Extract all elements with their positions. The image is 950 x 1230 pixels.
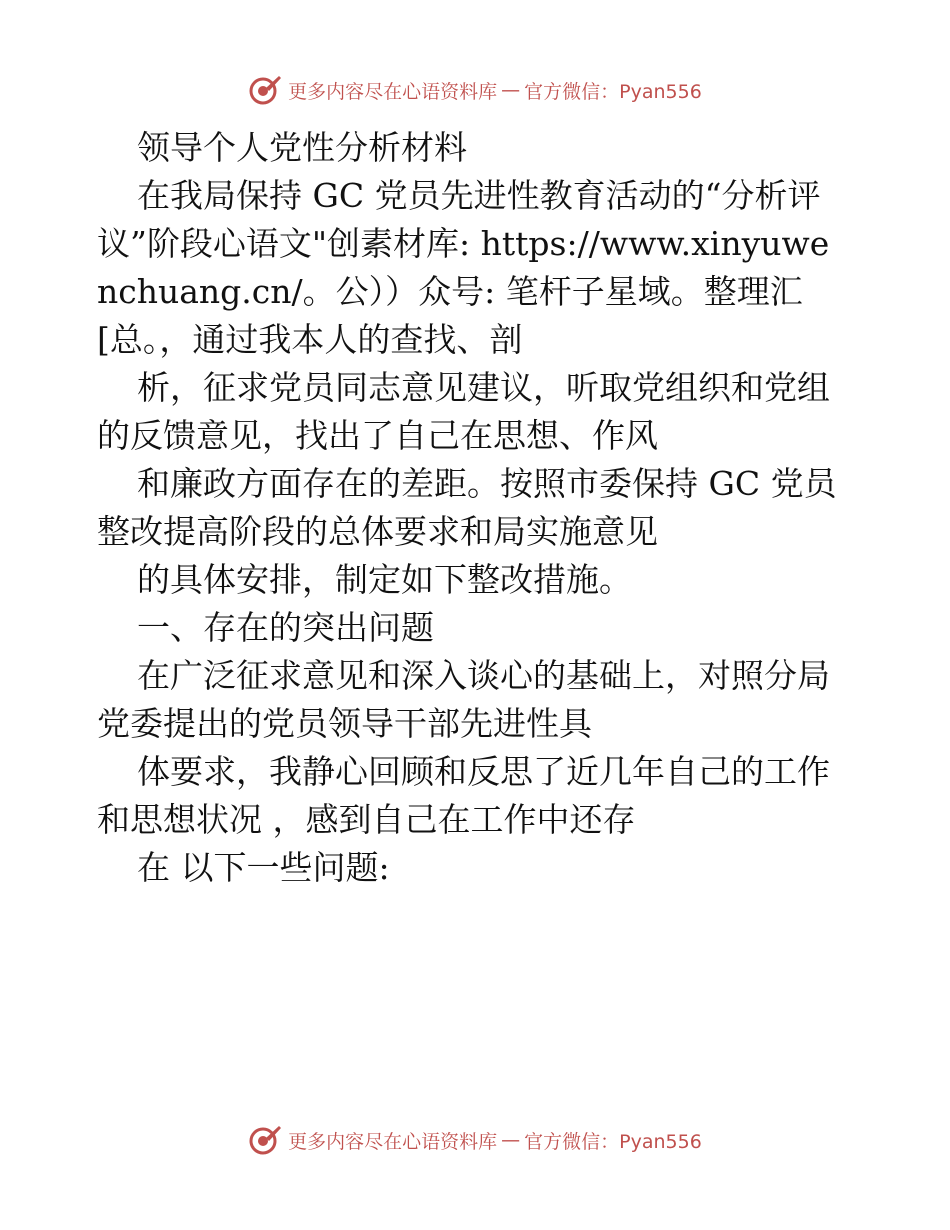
banner-main-text: 更多内容尽在心语资料库	[288, 1130, 498, 1153]
text-line: 的反馈意见，找出了自己在思想、作风	[97, 416, 658, 455]
pen-logo-icon	[248, 73, 282, 107]
section-heading: 一、存在的突出问题	[137, 608, 434, 647]
text-line: 在 以下一些问题:	[137, 848, 390, 887]
text-line: 体要求，我静心回顾和反思了近几年自己的工作	[137, 752, 830, 791]
text-line: 的具体安排，制定如下整改措施。	[137, 560, 632, 599]
text-line: nchuang.cn/。公））众号: 笔杆子星域。整理汇	[97, 272, 803, 311]
text-line: 在广泛征求意见和深入谈心的基础上，对照分局	[137, 656, 830, 695]
header-banner	[0, 70, 950, 110]
banner-separator: —	[501, 1129, 521, 1151]
text-line: 析，征求党员同志意见建议，听取党组织和党组	[137, 368, 830, 407]
pen-logo-icon	[248, 1123, 282, 1157]
text-line: 在我局保持 GC 党员先进性教育活动的“分析评	[137, 176, 821, 215]
banner-wechat-text: 官方微信：Pyan556	[524, 1130, 702, 1153]
text-line: 和思想状况 ，感到自己在工作中还存	[97, 800, 636, 839]
footer-banner	[0, 1120, 950, 1160]
document-body	[97, 124, 857, 892]
text-line: [总。，通过我本人的查找、剖	[97, 320, 523, 359]
banner-main-text: 更多内容尽在心语资料库	[288, 80, 498, 103]
banner-separator: —	[501, 79, 521, 101]
text-line: 整改提高阶段的总体要求和局实施意见	[97, 512, 658, 551]
text-line: 议”阶段心语文"创素材库: https://www.xinyuwe	[97, 224, 830, 263]
banner-wechat-text: 官方微信：Pyan556	[524, 80, 702, 103]
text-line: 党委提出的党员领导干部先进性具	[97, 704, 592, 743]
document-title: 领导个人党性分析材料	[137, 128, 467, 167]
text-line: 和廉政方面存在的差距。按照市委保持 GC 党员	[137, 464, 837, 503]
